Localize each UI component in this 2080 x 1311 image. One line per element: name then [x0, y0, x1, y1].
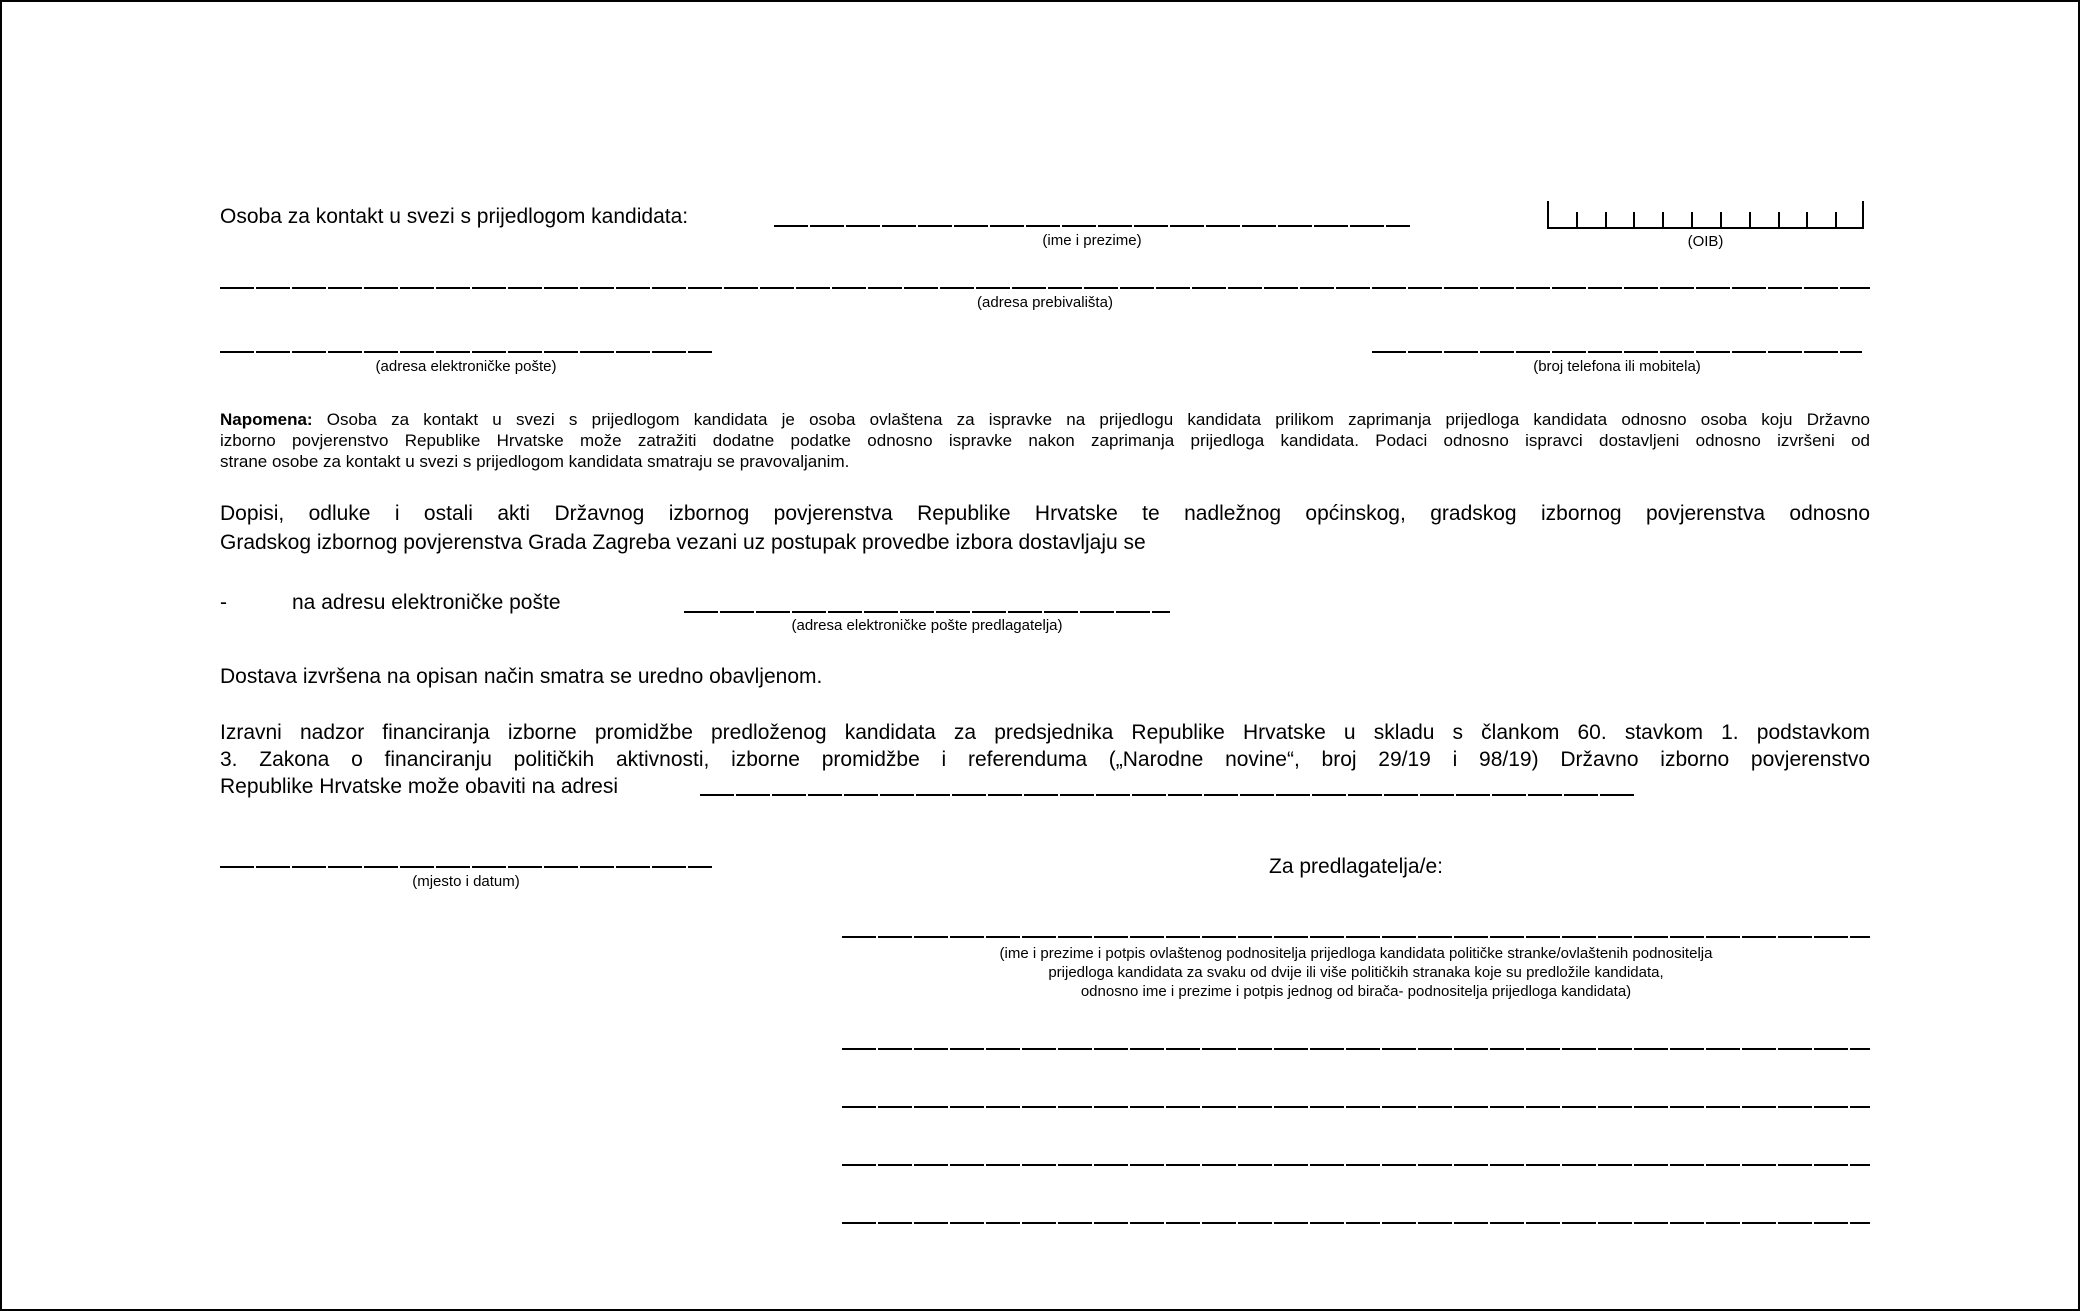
- signature-caption-line-1: (ime i prezime i potpis ovlaštenog podnositelja prijedloga kandidata političke stranke/ovlaštenih podnositelja: [999, 945, 1713, 962]
- delivery-line-2: Gradskog izbornog povjerenstva Grada Zagreba vezani uz postupak provedbe izbora dostavljaju se: [220, 531, 1146, 554]
- signature-caption-line-3: odnosno ime i prezime i potpis jednog od birača- podnositelja prijedloga kandidata): [1080, 983, 1632, 1000]
- signature-caption: [842, 944, 1870, 1001]
- signature-line[interactable]: [842, 1106, 1870, 1108]
- contact-label: Osoba za kontakt u svezi s prijedlogom kandidata:: [220, 205, 689, 228]
- oib-tick: [1749, 212, 1751, 227]
- note-label: Napomena:: [220, 410, 313, 429]
- place-date-caption: (mjesto i datum): [412, 873, 520, 890]
- delivery-paragraph: [220, 499, 1870, 557]
- contact-name-caption: (ime i prezime): [1042, 232, 1142, 249]
- oib-caption: (OIB): [1687, 233, 1724, 250]
- residence-address-caption: (adresa prebivališta): [977, 294, 1113, 311]
- place-date-field[interactable]: [220, 866, 712, 868]
- oib-tick: [1691, 212, 1693, 227]
- oib-tick: [1662, 212, 1664, 227]
- delivery-line-1: Dopisi, odluke i ostali akti Državnog izbornog povjerenstva Republike Hrvatske te nadležnog općinskog, gradskog izbornog povjerenstva odnosno: [220, 502, 1870, 525]
- supervision-address-field[interactable]: [700, 794, 1635, 796]
- signature-line[interactable]: [842, 1164, 1870, 1166]
- supervision-paragraph: [220, 719, 1870, 800]
- proposer-email-caption: (adresa elektroničke pošte predlagatelja): [791, 617, 1063, 634]
- contact-phone-caption: (broj telefona ili mobitela): [1533, 358, 1701, 375]
- oib-tick: [1778, 212, 1780, 227]
- oib-tick: [1835, 212, 1837, 227]
- oib-tick: [1806, 212, 1808, 227]
- note-line-1: [220, 409, 1870, 430]
- note-line-2: izborno povjerenstvo Republike Hrvatske može zatražiti dodatne podatke odnosno ispravke nakon zaprimanja prijedloga kandidata. Podaci odnosno ispravci dostavljeni odnosno izvršeni od: [220, 431, 1870, 450]
- oib-tick: [1547, 201, 1549, 227]
- supervision-line-3: [220, 773, 1870, 800]
- supervision-line-3-text: Republike Hrvatske može obaviti na adresi: [220, 775, 619, 798]
- oib-tick: [1720, 212, 1722, 227]
- oib-tick: [1862, 201, 1864, 227]
- contact-email-field[interactable]: [220, 351, 712, 353]
- confirmation-sentence: Dostava izvršena na opisan način smatra se uredno obavljenom.: [220, 665, 823, 688]
- note-line-1-text: Osoba za kontakt u svezi s prijedlogom kandidata je osoba ovlaštena za ispravke na prijedlogu kandidata prilikom zaprimanja prijedloga kandidata odnosno osoba koju Državno: [326, 410, 1870, 429]
- signature-caption-line-2: prijedloga kandidata za svaku od dvije ili više političkih stranaka koje su predložile kandidata,: [1048, 964, 1664, 981]
- contact-name-field[interactable]: [774, 225, 1410, 227]
- supervision-line-2: 3. Zakona o financiranju političkih aktivnosti, izborne promidžbe i referenduma („Narodne novine“, broj 29/19 i 98/19) Državno izborno povjerenstvo: [220, 748, 1870, 771]
- email-item-row: [220, 589, 1870, 649]
- oib-tick: [1576, 212, 1578, 227]
- contact-phone-field[interactable]: [1372, 351, 1862, 353]
- oib-tick: [1605, 212, 1607, 227]
- signature-line[interactable]: [842, 936, 1870, 938]
- note-line-3: strane osobe za kontakt u svezi s prijedlogom kandidata smatraju se pravovaljanim.: [220, 452, 850, 471]
- signature-heading: Za predlagatelja/e:: [1269, 855, 1443, 878]
- email-item-label: na adresu elektroničke pošte: [292, 591, 561, 614]
- signature-line[interactable]: [842, 1048, 1870, 1050]
- oib-comb-field[interactable]: [1547, 203, 1864, 229]
- signature-line[interactable]: [842, 1222, 1870, 1224]
- email-item-dash: -: [220, 591, 227, 614]
- proposer-email-field[interactable]: [684, 611, 1170, 613]
- supervision-line-1: Izravni nadzor financiranja izborne promidžbe predloženog kandidata za predsjednika Republike Hrvatske u skladu s člankom 60. stavkom 1. podstavkom: [220, 721, 1870, 744]
- residence-address-field[interactable]: [220, 287, 1870, 289]
- note-paragraph: [220, 409, 1870, 472]
- oib-tick: [1633, 212, 1635, 227]
- contact-email-caption: (adresa elektroničke pošte): [375, 358, 557, 375]
